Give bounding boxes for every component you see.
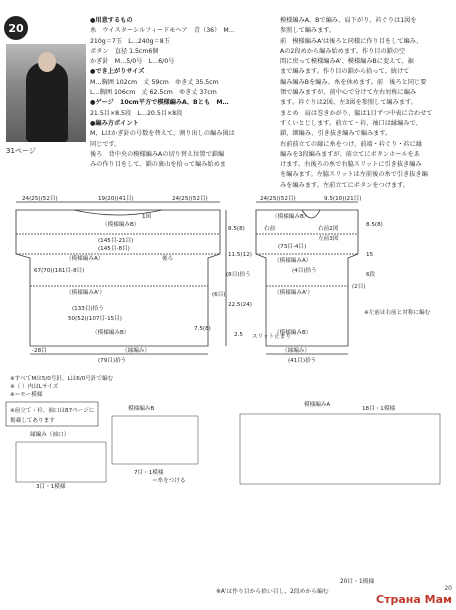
front-d14: (4目)拾う [292, 268, 317, 274]
right-col-line: Aの2段めから編み始めます。作り目の鎖の空 [280, 47, 406, 55]
watermark-logo: Страна Мам [376, 593, 452, 606]
right-col-line: 編み編みBを編み、糸を休めます。前 後ろと同じ要 [280, 78, 427, 86]
front-d13: (41目)拾う [288, 358, 317, 364]
back-d17: -28目 [32, 348, 47, 354]
back-d8: 67(70)(161目-8目) [34, 268, 85, 274]
points-line-1: M、Lはかぎ針の号数を替えて、割り出しの編み図は [90, 130, 235, 138]
page-reference: 31ページ [6, 147, 36, 155]
gauge-values: 21.5目×8.5段 L…20.5目×8段 [90, 109, 183, 117]
points-line-2: 同じです。 [90, 140, 121, 148]
back-d10: 50(52)(107目-15目) [68, 316, 122, 322]
size-l: L…胸囲 106cm 丈 62.5cm ゆき丈 37cm [90, 89, 217, 97]
back-label: 後ろ [162, 256, 174, 262]
fig1-label: 1図 [142, 214, 152, 220]
materials-buttons: ボタン 直径 1.5cm6個 [90, 47, 159, 55]
instructions-column-right [280, 16, 452, 191]
patA-rep-2: 20目・1模様 [340, 579, 375, 585]
right-col-line: すくいとじします。前立て・衿、袖口は縁編みで、 [280, 119, 422, 127]
page-number-badge: 20 [4, 16, 28, 40]
front-label: 右前 [264, 226, 276, 232]
front-r7: 6段 [366, 272, 376, 278]
legend-1: ＝糸をつける [152, 478, 186, 484]
front-patA3: （模様編みA'） [274, 290, 313, 296]
front-patA: （模様編みA） [274, 258, 312, 264]
front-slit: スリット止まり [252, 334, 291, 340]
note-3: ※＝モー模様 [10, 392, 43, 398]
side-r1: 8.5(8) [228, 226, 245, 232]
note-box-line-1: ※前立て・衿、袖口は87ページに [10, 408, 95, 414]
side-r3: 22.5(24) [228, 302, 252, 308]
edge-rep: 3目・1模様 [36, 484, 66, 490]
legend-3: ※A'は作り目から拾い目し、2段めから編む [216, 589, 329, 595]
right-col-line: ます。衿ぐりは2図、左3図を参照して編みます。 [280, 99, 417, 107]
back-patB2: （模様編みB） [92, 330, 130, 336]
right-col-line: まで編みます。作り目の鎖から拾って、続けて [280, 68, 410, 76]
points-heading: ●編み方ポイント [90, 119, 139, 127]
back-patB: （模様編みB） [102, 222, 140, 228]
materials-heading: ●用意するもの [90, 17, 133, 24]
dim-label-4: 24(25)(52目) [260, 196, 296, 202]
side-r5: 2.5 [234, 332, 243, 338]
patB-chart [112, 416, 198, 464]
right-col-line: 前 模様編みA'は後ろと同様に作り目をして編み、 [280, 37, 423, 45]
right-col-line: 領で編みますが、前中心で分けて左右対称に編み [280, 89, 417, 97]
back-d9: (133目)拾う [72, 306, 104, 312]
sizes-heading: ●でき上がりサイズ [90, 68, 145, 76]
points-line-4: みの作り目をして、鎖の裏山を拾って編み始めま [90, 161, 226, 169]
front-r6: 15 [366, 252, 374, 258]
size-m: M…胸囲 102cm 丈 59cm ゆき丈 35.5cm [90, 78, 219, 86]
front-patB: （模様編みB） [272, 214, 310, 220]
schematic-diagram [2, 196, 454, 490]
back-d7: (145目-8目) [98, 246, 130, 252]
right-col-line: けます。右後ろの糸で右脇スリットに引き抜き編み [280, 161, 422, 169]
model-figure [26, 62, 68, 142]
front-left-note: ※左前は右前と対称に編む [364, 310, 431, 316]
dim-label-1: 24(25)(52目) [22, 196, 58, 202]
front-d12: (73目-4目) [278, 244, 307, 250]
gauge-heading: ●ゲージ 10cm平方で模様編みA、Bとも M… [90, 99, 229, 107]
right-col-line: 間に戻って模様編みA'、模様編みBに変えて、裾 [280, 58, 414, 66]
back-d11: (79目)拾う [98, 358, 127, 364]
dim-label-3: 24(25)(52目) [172, 196, 208, 202]
right-col-line: を編みます。左脇スリットは左前後の糸で引き抜き編 [280, 171, 428, 179]
side-r4: 7.5(8) [194, 326, 211, 332]
front-patB2: （模様編みB） [274, 330, 312, 336]
side-r2: 11.5(12) [228, 252, 252, 258]
footer-page: 20 [444, 585, 452, 592]
materials-hook: かぎ針 M…5/0号 L…6/0号 [90, 58, 175, 66]
model-head [38, 52, 56, 72]
note-box-line-2: 掲載してあります [10, 418, 55, 424]
front-edge: （縁編み） [282, 348, 310, 354]
dim-label-5: 9.5(10)(21目) [324, 196, 362, 202]
patB-rep: 7目・1模様 [134, 470, 164, 476]
back-edge: （縁編み） [122, 348, 150, 354]
patA-chart [240, 414, 440, 484]
right-col-line: まとめ 肩は巻きかがり、脇は1目ずつ中表に合わせて [280, 109, 433, 117]
edge-title: 縁編み（袖口） [30, 432, 70, 438]
right-col-line: 模様編みA、Bで編み、肩下がり、衿ぐりは1図を [280, 17, 417, 24]
note-2: ※（ ）内はLサイズ [10, 384, 59, 390]
back-patA: （模様編みA） [66, 256, 104, 262]
front-d16: (2目) [352, 284, 366, 290]
materials-yarn: 糸 ウイスターシルフィードモヘア 青（36） M… [90, 27, 235, 35]
patB-title: 模様編みB [128, 406, 155, 412]
right-col-line: 右前前立ての縁に糸をつけ、前端・衿ぐり・衿に縁 [280, 140, 423, 148]
back-outline [16, 210, 220, 346]
right-col-line: 参照して編みます。 [280, 27, 336, 35]
right-col-line: 編みを3段編みますが、前立てにボタンホールをあ [280, 150, 420, 158]
dim-label-2: 19(20)(41目) [98, 196, 134, 202]
right-col-line: 鎖、細編み、引き抜き編みで編みます。 [280, 130, 392, 138]
side-d15: (8目)拾う [226, 272, 251, 278]
points-line-3: 後ろ 背中央の模様編みAの切り替え位置で鎖編 [90, 150, 225, 158]
front-fig3: 左前3図 [318, 236, 339, 242]
patA-rep: 18目・1模様 [362, 406, 396, 412]
materials-amount: 210g＝7玉 L…240g＝8玉 [90, 37, 170, 45]
patA-title: 模様編みA [304, 402, 331, 408]
right-col-line: みを編みます。左前立てにボタンをつけます。 [280, 181, 409, 189]
front-fig2: 右前2図 [318, 226, 339, 232]
edge-chart [16, 442, 106, 482]
note-1: ※すべてMは5/0号針、Lは6/0号針で編む [10, 376, 114, 382]
instructions-column-left [90, 16, 270, 170]
back-patA2: （模様編みA'） [66, 290, 105, 296]
model-photo [6, 44, 86, 142]
front-r1: 8.5(8) [366, 222, 383, 228]
back-d6: (145目-21目) [98, 238, 134, 244]
side-d18: (6目) [212, 292, 226, 298]
